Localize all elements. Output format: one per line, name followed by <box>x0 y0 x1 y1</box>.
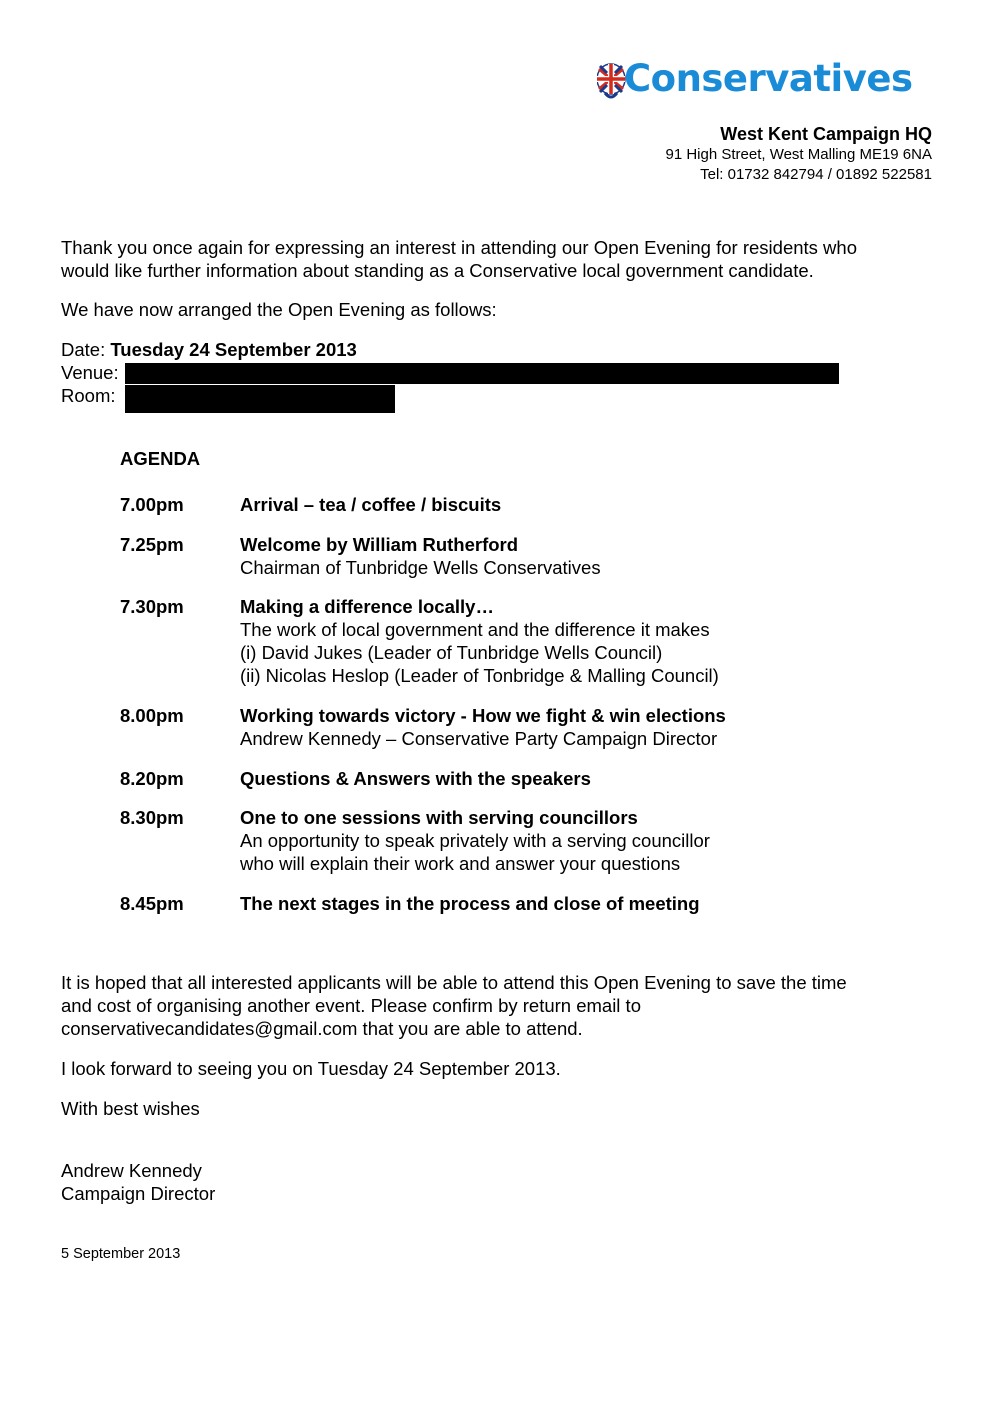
agenda-detail: (i) David Jukes (Leader of Tunbridge Wells Council) <box>240 642 663 663</box>
intro-line-1: Thank you once again for expressing an interest in attending our Open Evening for residents who <box>61 237 857 258</box>
agenda-title: AGENDA <box>120 448 201 469</box>
closing-line-1: It is hoped that all interested applicants will be able to attend this Open Evening to save the time <box>61 972 847 993</box>
signatory-title: Campaign Director <box>61 1183 216 1204</box>
agenda-time: 7.25pm <box>120 534 184 555</box>
date-label: Date: <box>61 339 106 360</box>
agenda-detail: An opportunity to speak privately with a serving councillor <box>240 830 710 851</box>
signature-block <box>61 1159 941 1205</box>
agenda-time: 7.30pm <box>120 596 184 617</box>
agenda-heading: One to one sessions with serving councillors <box>240 807 638 828</box>
agenda-time: 8.30pm <box>120 807 184 828</box>
venue-label: Venue: <box>61 362 119 383</box>
intro-paragraph <box>61 236 941 282</box>
closing-line-3: conservativecandidates@gmail.com that you are able to attend. <box>61 1018 583 1039</box>
agenda-time: 8.20pm <box>120 768 184 789</box>
agenda-heading: Questions & Answers with the speakers <box>240 768 591 789</box>
agenda-detail: (ii) Nicolas Heslop (Leader of Tonbridge & Malling Council) <box>240 665 719 686</box>
office-address: 91 High Street, West Malling ME19 6NA <box>665 146 932 163</box>
intro-line-2: would like further information about standing as a Conservative local government candidate. <box>61 260 814 281</box>
agenda-time: 8.45pm <box>120 893 184 914</box>
signatory-name: Andrew Kennedy <box>61 1160 202 1181</box>
closing-line-2: and cost of organising another event. Please confirm by return email to <box>61 995 641 1016</box>
agenda-time: 8.00pm <box>120 705 184 726</box>
agenda-heading: Welcome by William Rutherford <box>240 534 519 555</box>
date-row <box>61 338 941 361</box>
agenda-time: 7.00pm <box>120 494 184 515</box>
agenda-heading: Arrival – tea / coffee / biscuits <box>240 494 502 515</box>
date-value: Tuesday 24 September 2013 <box>110 339 357 360</box>
office-name: West Kent Campaign HQ <box>720 124 932 144</box>
venue-redaction <box>125 363 839 384</box>
agenda-heading: The next stages in the process and close of meeting <box>240 893 700 914</box>
logo-wordmark: Conservatives <box>624 57 913 100</box>
room-label: Room: <box>61 385 116 406</box>
agenda-detail: The work of local government and the difference it makes <box>240 619 710 640</box>
look-forward-line: I look forward to seeing you on Tuesday 24 September 2013. <box>61 1058 561 1079</box>
agenda-detail: Chairman of Tunbridge Wells Conservatives <box>240 557 601 578</box>
office-phone: Tel: 01732 842794 / 01892 522581 <box>700 166 932 183</box>
agenda-heading: Working towards victory - How we fight & win elections <box>240 705 726 726</box>
office-address-block <box>665 123 932 185</box>
closing-paragraph <box>61 971 941 1040</box>
agenda-detail: Andrew Kennedy – Conservative Party Campaign Director <box>240 728 718 749</box>
letter-date: 5 September 2013 <box>61 1246 181 1262</box>
agenda-heading: Making a difference locally… <box>240 596 494 617</box>
sign-off: With best wishes <box>61 1098 200 1119</box>
room-redaction <box>125 385 395 413</box>
arranged-paragraph: We have now arranged the Open Evening as follows: <box>61 299 497 320</box>
agenda-detail: who will explain their work and answer your questions <box>240 853 681 874</box>
